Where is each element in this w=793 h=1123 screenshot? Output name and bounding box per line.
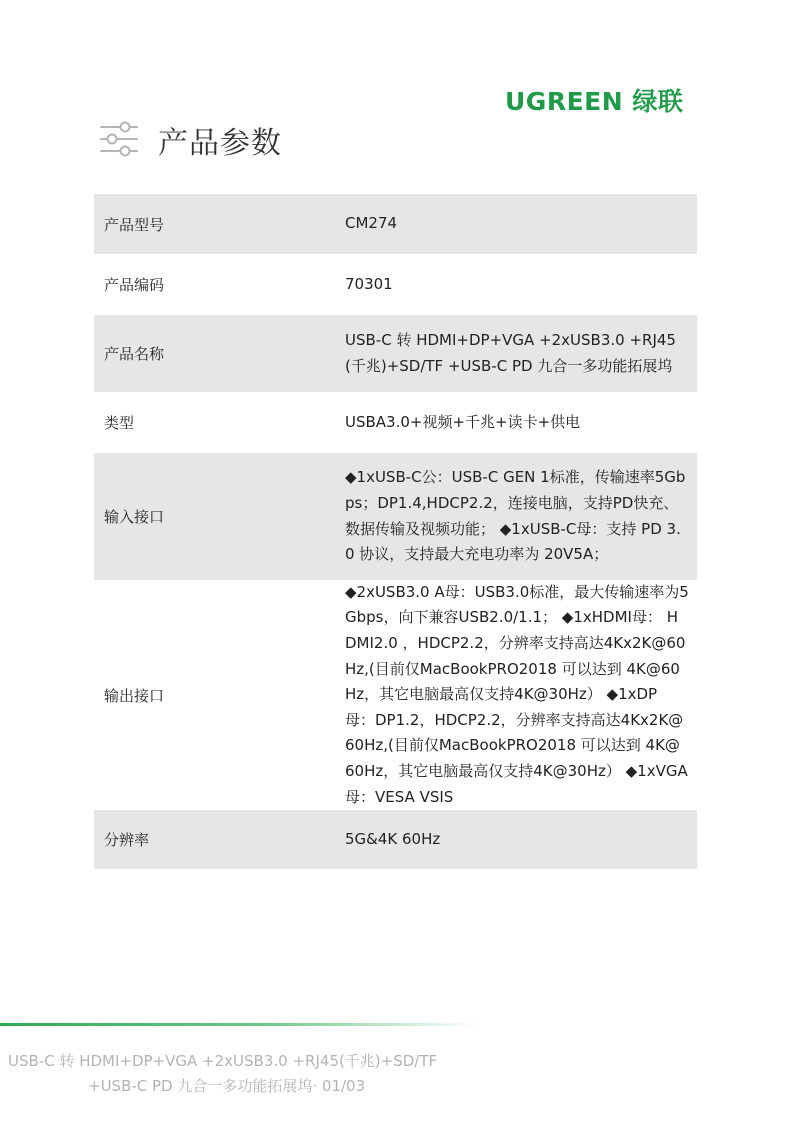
ugreen-logo xyxy=(505,84,700,116)
spec-label: 输入接口 xyxy=(104,508,165,526)
spec-row-resolution xyxy=(94,810,697,869)
spec-label: 产品编码 xyxy=(104,276,165,294)
spec-row-code xyxy=(94,254,697,315)
sliders-icon xyxy=(98,119,140,161)
footer-line-1: USB-C 转 HDMI+DP+VGA +2xUSB3.0 +RJ45(千兆)+SD/TF xyxy=(8,1052,438,1070)
spec-row-output xyxy=(94,580,697,810)
spec-value: 70301 xyxy=(345,274,393,293)
spec-value: ◆2xUSB3.0 A母：USB3.0标准，最大传输速率为5Gbps，向下兼容USB2.0/1.1； ◆1xHDMI母： HDMI2.0 ，HDCP2.2，分辨率支持高达4Kx2K@60Hz,(目前仅MacBookPRO2018 可以达到 4K@60Hz，其它电脑最高仅支持4K@30Hz） ◆1xDP 母：DP1.2，HDCP2.2，分辨率支持高达4Kx2K@60Hz,(目前仅MacBookPRO2018 可以达到 4K@60Hz，其它电脑最高仅支持4K@30Hz） ◆1xVGA 母：VESA VSIS xyxy=(345,582,689,806)
page-title: 产品参数 xyxy=(158,126,282,161)
spec-value: USBA3.0+视频+千兆+读卡+供电 xyxy=(345,412,581,431)
spec-label: 类型 xyxy=(104,414,135,432)
spec-row-type xyxy=(94,392,697,453)
section-header xyxy=(98,118,282,162)
spec-table xyxy=(94,194,697,869)
spec-value: USB-C 转 HDMI+DP+VGA +2xUSB3.0 +RJ45(千兆)+SD/TF +USB-C PD 九合一多功能拓展坞 xyxy=(345,330,676,375)
logo-text: UGREEN 绿联 xyxy=(505,87,684,116)
footer-line-2: +USB-C PD 九合一多功能拓展坞· 01/03 xyxy=(88,1077,366,1095)
footer xyxy=(8,1049,488,1099)
spec-value: ◆1xUSB-C公：USB-C GEN 1标准，传输速率5Gbps；DP1.4,HDCP2.2，连接电脑，支持PD快充、数据传输及视频功能； ◆1xUSB-C母：支持 PD 3.0 协议，支持最大充电功率为 20V5A； xyxy=(345,468,686,564)
spec-row-input xyxy=(94,453,697,580)
spec-row-model xyxy=(94,194,697,254)
footer-divider xyxy=(0,1023,480,1026)
spec-value: 5G&4K 60Hz xyxy=(345,829,441,848)
spec-label: 输出接口 xyxy=(104,686,165,705)
spec-label: 分辨率 xyxy=(104,831,150,849)
spec-label: 产品型号 xyxy=(104,215,165,234)
spec-value: CM274 xyxy=(345,214,398,233)
spec-label: 产品名称 xyxy=(104,345,165,363)
spec-row-name xyxy=(94,315,697,392)
